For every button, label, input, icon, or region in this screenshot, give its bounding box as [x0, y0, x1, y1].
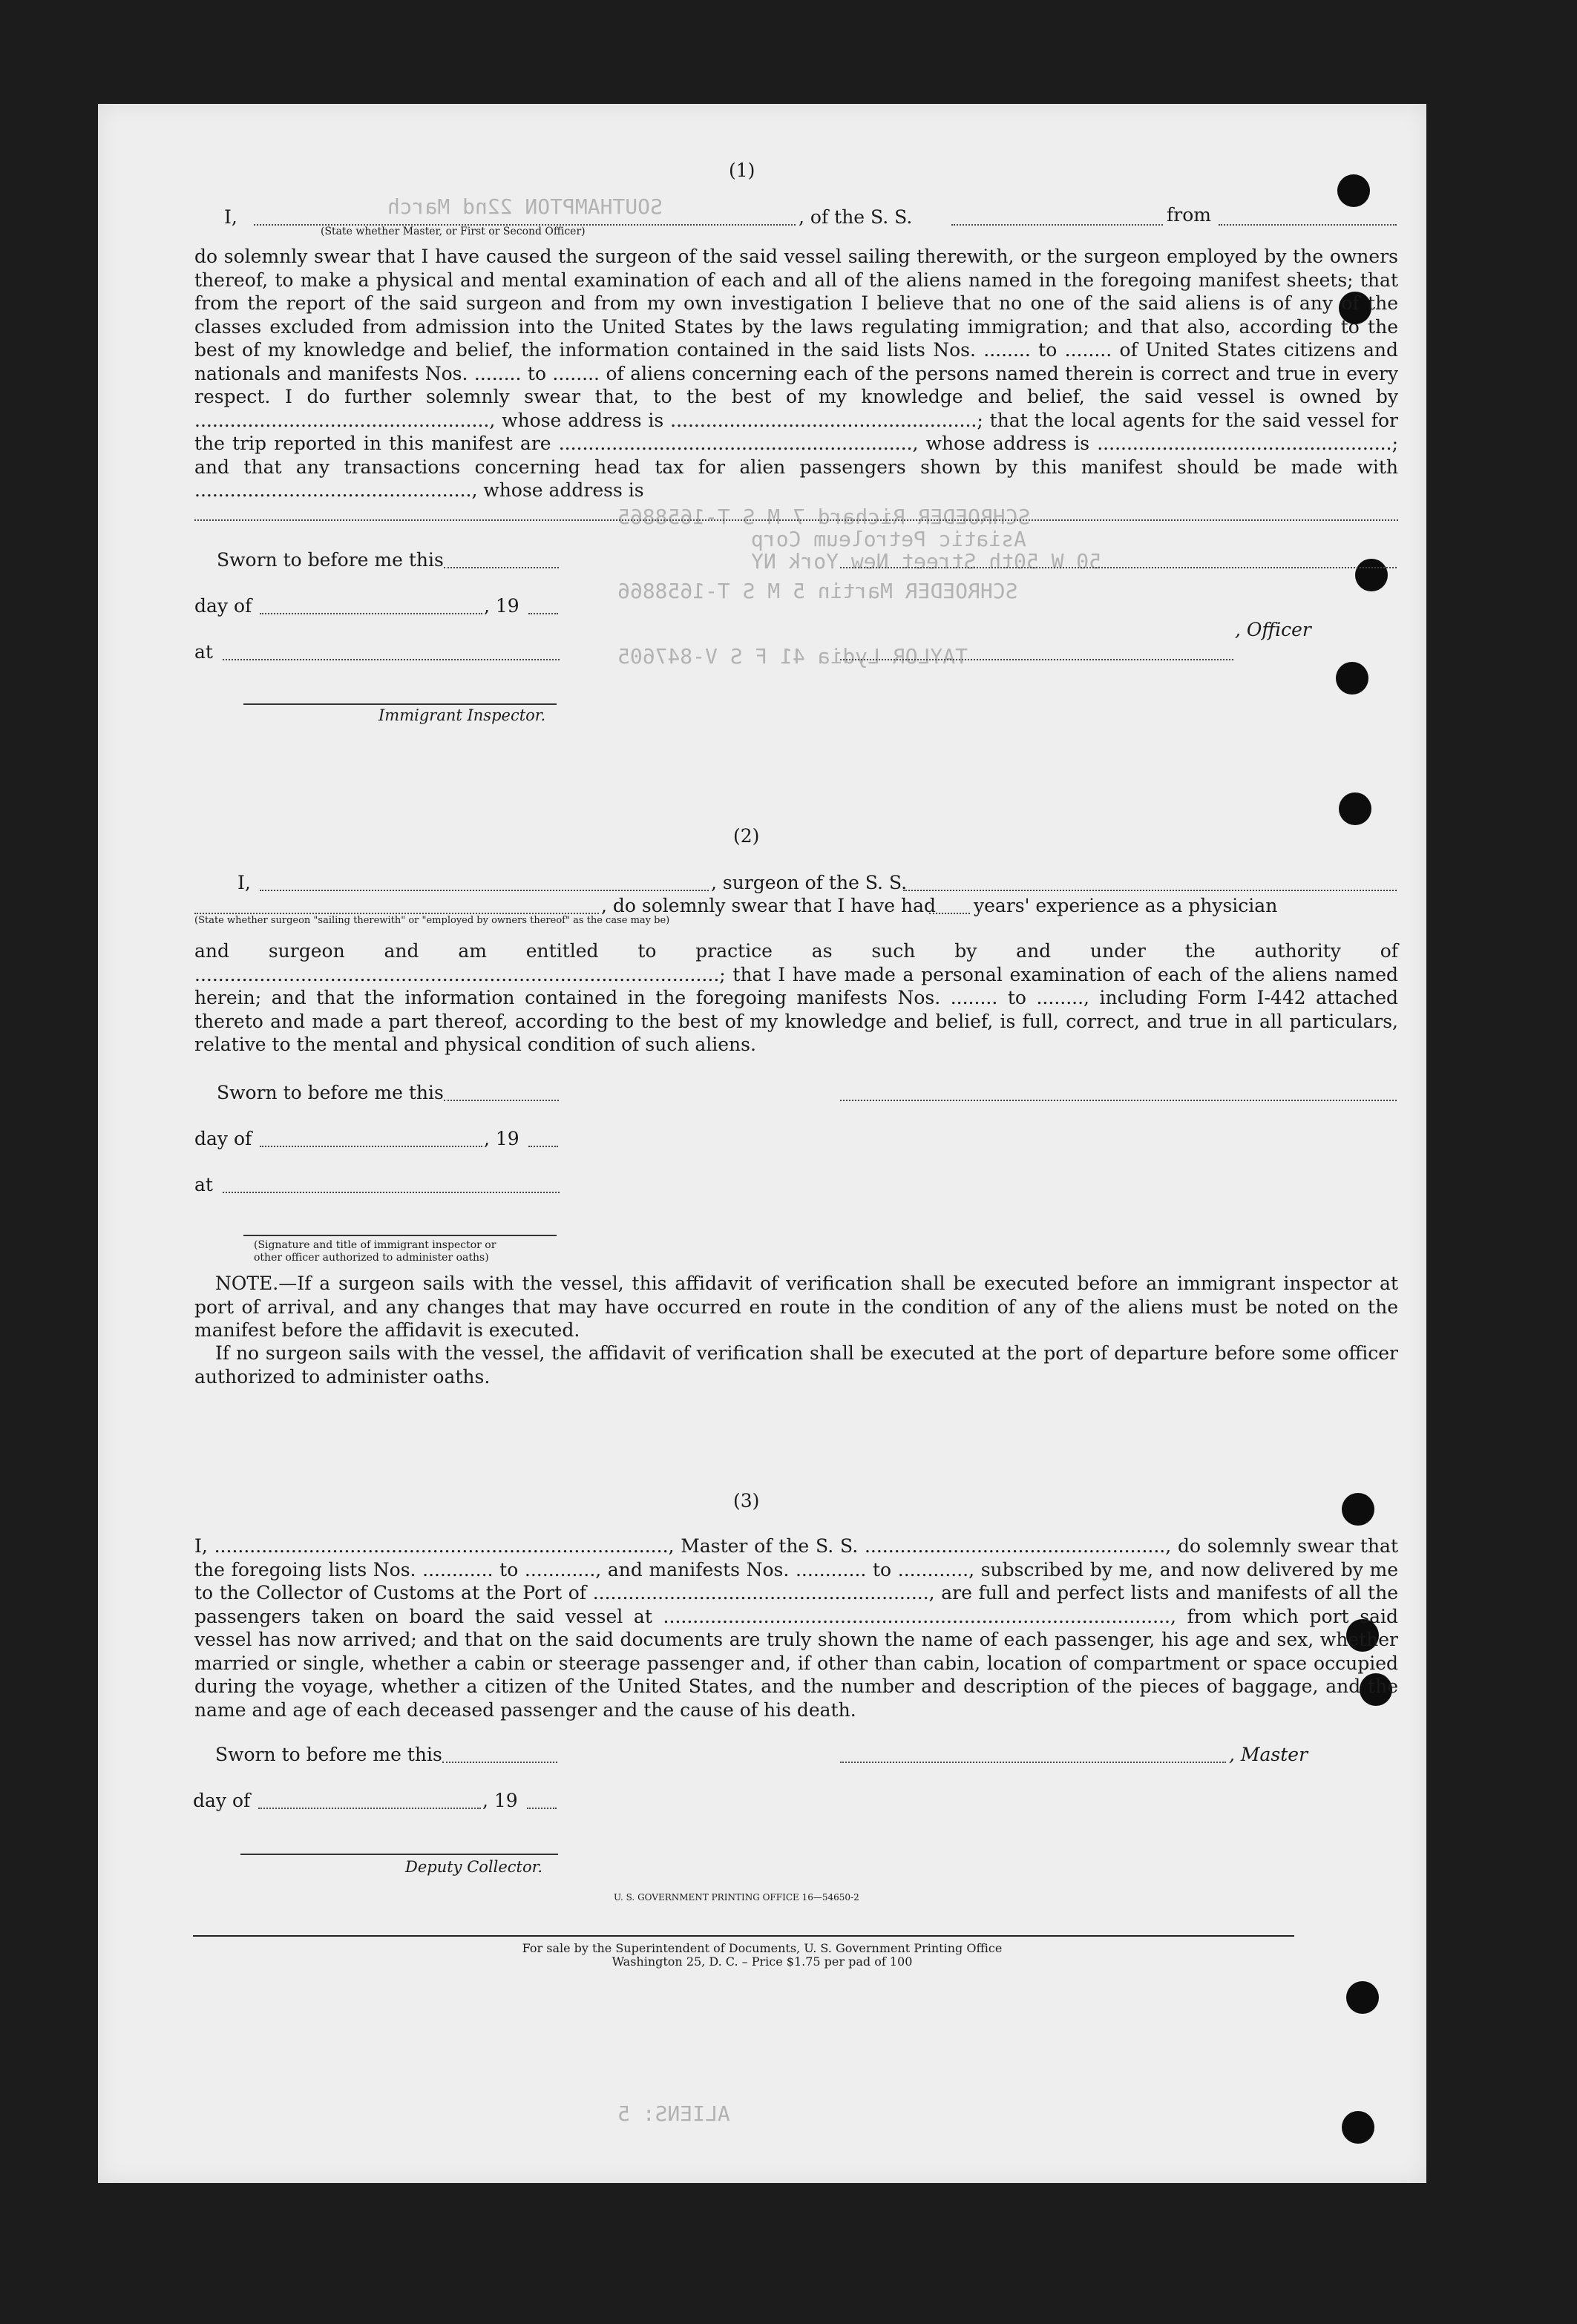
bleed-through-text: 50 W 50th Street New York NY: [751, 549, 1102, 574]
sworn-label-2: Sworn to before me this: [217, 1082, 444, 1103]
punch-hole: [1342, 2111, 1374, 2144]
officer-label: , Officer: [1235, 619, 1311, 640]
master-signature-line: [840, 1762, 1226, 1763]
bleed-through-text: ALIENS: 5: [617, 2101, 730, 2126]
at-line-1: [223, 659, 560, 660]
section-2-oath-text: and surgeon and am entitled to practice as such by and under the authority of .........................................................................................; that I have made a personal examination of each of the aliens named herein; and that the information contained in the foregoing manifests Nos. ........ to ........, including Form I-442 attached thereto and made a part thereof, according to the best of my knowledge and belief, is full, correct, and true in all particulars, relative to the mental and physical condition of such aliens.: [194, 940, 1398, 1055]
day-of-line-1: [260, 613, 482, 614]
year-line-2: [528, 1146, 558, 1147]
day-of-label-3: day of: [193, 1790, 251, 1811]
section-3-number: (3): [733, 1490, 760, 1511]
surgeon-swear-label: , do solemnly swear that I have had: [601, 895, 937, 916]
from-label: from: [1167, 204, 1211, 226]
section-2-i: I,: [237, 872, 251, 893]
sworn-date-line-1: [444, 567, 559, 568]
vessel-name-line: [951, 224, 1163, 226]
surgeon-status-line: [194, 913, 599, 914]
signature-note-line-2: other officer authorized to administer oaths): [254, 1252, 489, 1264]
inspector-signature-line-2: [243, 1235, 557, 1236]
punch-hole: [1339, 792, 1371, 825]
day-of-label-1: day of: [194, 595, 252, 617]
at-label-2: at: [194, 1174, 213, 1195]
role-note: (State whether Master, or First or Second Officer): [321, 226, 586, 237]
day-of-line-3: [258, 1808, 481, 1809]
bleed-through-text: TAYLOR Lydia 41 F S V-847605: [617, 644, 968, 669]
master-label: , Master: [1229, 1744, 1308, 1765]
surgeon-note: (State whether surgeon "sailing therewith" or "employed by owners thereof" as the case may be): [194, 915, 670, 926]
bleed-through-text: SCHROEDER Richard 7 M S T-1658865: [617, 505, 1031, 529]
punch-hole: [1355, 559, 1388, 591]
section-3-oath-text: I, ............................................................................., Master of the S. S. ..................................................., do solemnly swear that the foregoing lists Nos. ............ to ............, and manifests Nos. ............ to ............, subscribed by me, and now delivered by me to the Collector of Customs at the Port of ........................................................., are full and perfect lists and manifests of all the passengers taken on board the said vessel at ......................................................................................, from which port said vessel has now arrived; and that on the said documents are truly shown the name of each passenger, his age and sex, whether married or single, whether a cabin or steerage passenger and, if other than cabin, location of compartment or space occupied during the voyage, whether a citizen of the United States, and the number and description of the pieces of baggage, and the name and age of each deceased passenger and the cause of his death.: [194, 1535, 1398, 1721]
officer-signature-line: [840, 567, 1397, 568]
year-label-1: , 19: [484, 595, 519, 617]
no-surgeon-note-paragraph: If no surgeon sails with the vessel, the affidavit of verification shall be executed at the port of departure before some officer authorized to administer oaths.: [194, 1342, 1398, 1388]
sworn-date-line-3: [442, 1762, 557, 1763]
signature-note-line-1: (Signature and title of immigrant inspector or: [254, 1239, 496, 1251]
surgeon-of-ss-label: , surgeon of the S. S.: [711, 872, 908, 893]
day-of-line-2: [260, 1146, 482, 1147]
section-1-oath-text: do solemnly swear that I have caused the surgeon of the said vessel sailing therewith, or the surgeon employed by the owners thereof, to make a physical and mental examination of each and all of the aliens named in the foregoing manifest sheets; that from the report of the said surgeon and from my own investigation I believe that no one of the said aliens is of any of the classes excluded from admission into the United States by the laws regulating immigration; and that also, according to the best of my knowledge and belief, the information contained in the said lists Nos. ........ to ........ of United States citizens and nationals and manifests Nos. ........ to ........ of aliens concerning each of the persons named therein is correct and true in every respect. I do further solemnly swear that, to the best of my knowledge and belief, the said vessel is owned by .................................................., whose address is ....................................................; that the local agents for the said vessel for the trip reported in this manifest are ............................................................, whose address is ..................................................; and that any transactions concerning head tax for alien passengers shown by this manifest should be made with ..............................................., whose address is: [194, 246, 1398, 501]
section-1-i: I,: [224, 206, 237, 228]
section-1-number: (1): [729, 160, 755, 181]
years-experience-label: years' experience as a physician: [974, 895, 1278, 916]
punch-hole: [1337, 174, 1370, 207]
inspector-signature-line: [243, 703, 557, 705]
from-port-line: [1219, 224, 1397, 226]
punch-hole: [1336, 662, 1368, 695]
officer-title-line: [840, 659, 1233, 660]
year-line-1: [528, 613, 558, 614]
section-2-number: (2): [733, 825, 760, 847]
surgeon-note-paragraph: NOTE.—If a surgeon sails with the vessel, this affidavit of verification shall be executed before an immigrant inspector at port of arrival, and any changes that may have occurred en route in the condition of any of the aliens must be noted on the manifest before the affidavit is executed.: [194, 1273, 1398, 1341]
manifest-verification-sheet: [98, 104, 1426, 2183]
sworn-label-1: Sworn to before me this: [217, 549, 444, 571]
at-label-1: at: [194, 641, 213, 663]
sale-notice-line-2: Washington 25, D. C. – Price $1.75 per pad of 100: [612, 1954, 913, 1969]
deputy-collector-label: Deputy Collector.: [405, 1858, 543, 1876]
collector-signature-line: [240, 1854, 558, 1855]
sworn-date-line-2: [444, 1100, 559, 1101]
surgeon-signature-line: [840, 1100, 1397, 1101]
immigrant-inspector-label: Immigrant Inspector.: [378, 706, 546, 724]
surgeon-vessel-line: [903, 890, 1397, 891]
address-line: [194, 519, 1398, 521]
of-ss-label: , of the S. S.: [799, 206, 913, 228]
day-of-label-2: day of: [194, 1128, 252, 1149]
year-label-3: , 19: [482, 1790, 518, 1811]
sworn-label-3: Sworn to before me this: [215, 1744, 442, 1765]
punch-hole: [1342, 1493, 1374, 1526]
year-label-2: , 19: [484, 1128, 519, 1149]
sale-notice-line-1: For sale by the Superintendent of Documents, U. S. Government Printing Office: [522, 1941, 1003, 1955]
at-line-2: [223, 1192, 560, 1193]
punch-hole: [1346, 1981, 1379, 2014]
bleed-through-text: Asiatic Petroleum Corp: [751, 527, 1026, 551]
bleed-through-text: SCHROEDER Martin 5 M S T-1658866: [617, 579, 1018, 603]
bleed-through-text: SOUTHAMPTON 22nd March: [387, 194, 663, 219]
printer-line: U. S. GOVERNMENT PRINTING OFFICE 16—54650-2: [614, 1892, 859, 1903]
surgeon-name-line: [260, 890, 709, 891]
footer-rule: [193, 1935, 1294, 1937]
year-line-3: [527, 1808, 557, 1809]
years-line: [929, 913, 970, 914]
